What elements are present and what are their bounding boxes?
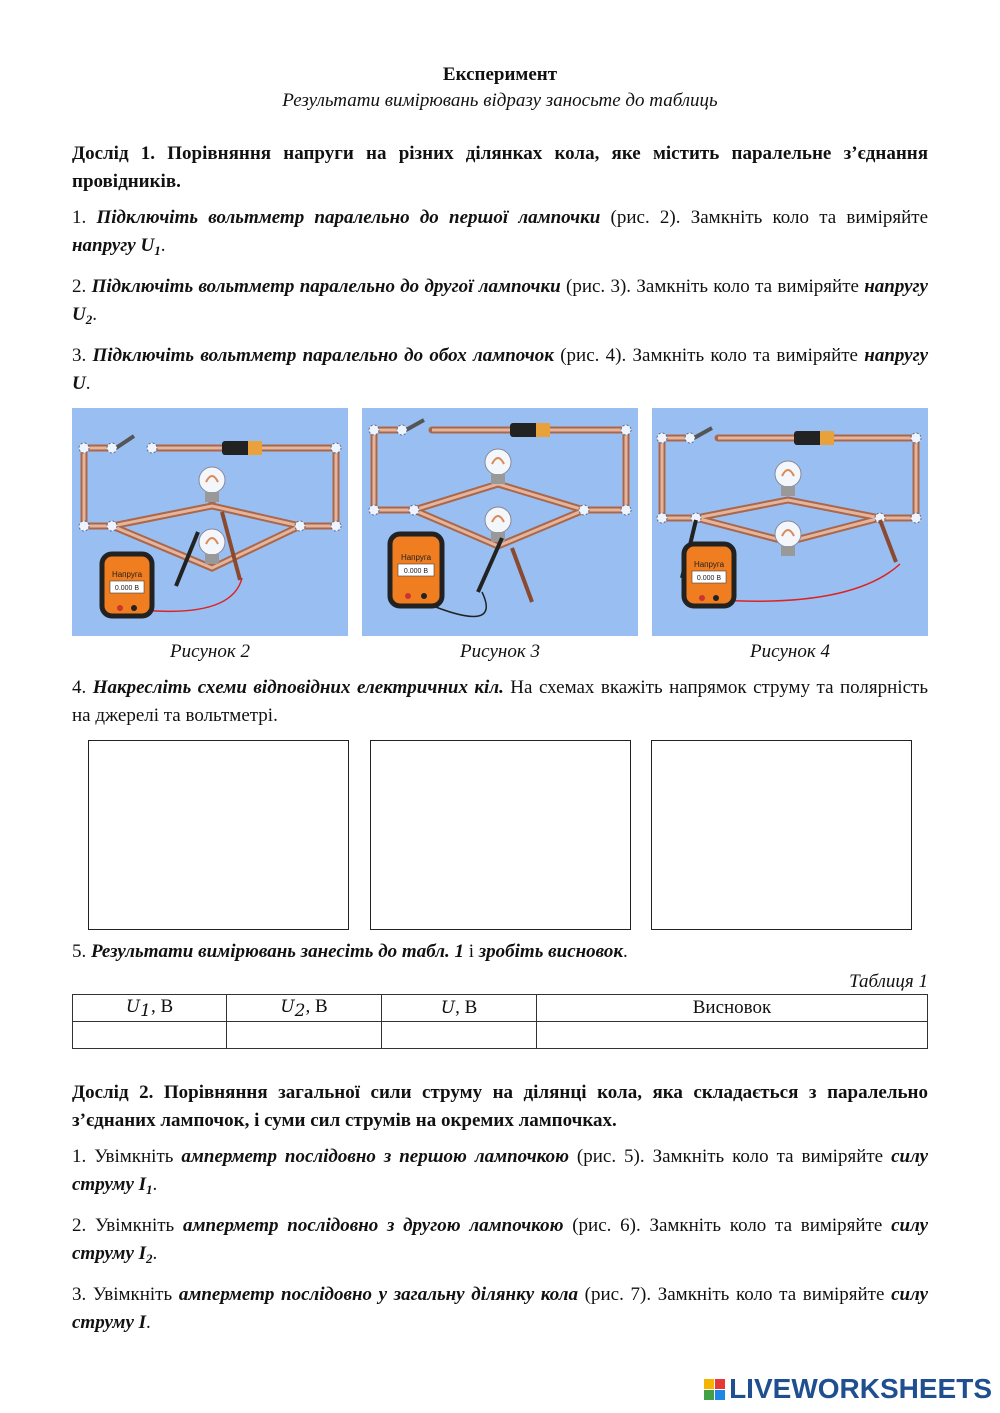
- logo-icon: [704, 1379, 725, 1400]
- page-title: Експеримент: [442, 64, 558, 85]
- schematic-drawing-areas: [72, 740, 928, 930]
- circuit-simulation-3: [362, 408, 638, 636]
- col-u2: U2, В: [227, 995, 382, 1022]
- results-table-1: [72, 994, 928, 1049]
- exp1-step-5: 5. Результати вимірювань занесіть до табл. 1 і зробіть висновок.: [72, 941, 628, 962]
- cell-u-input[interactable]: [382, 1022, 537, 1049]
- svg-text:0.000 В: 0.000 В: [696, 575, 722, 582]
- table-row: [73, 1022, 928, 1049]
- svg-text:0.000 В: 0.000 В: [114, 585, 140, 592]
- worksheet-page: [72, 62, 928, 1337]
- schematic-box-2[interactable]: [370, 740, 631, 930]
- figure-4-caption: Рисунок 4: [750, 641, 830, 662]
- col-conclusion: Висновок: [537, 995, 928, 1022]
- experiment-2-heading: Дослід 2. Порівняння загальної сили струму на ділянці кола, яка складається з паралельно з’єднаних лампочок, і суми сил струмів на окремих лампочках.: [72, 1082, 928, 1131]
- schematic-box-1[interactable]: [88, 740, 349, 930]
- exp2-step-3: 3. Увімкніть амперметр послідовно у загальну ділянку кола (рис. 7). Замкніть коло та виміряйте силу струму I.: [72, 1284, 928, 1333]
- svg-text:0.000 В: 0.000 В: [403, 568, 429, 575]
- cell-u2-input[interactable]: [227, 1022, 382, 1049]
- brand-name: LIVEWORKSHEETS: [729, 1373, 992, 1404]
- svg-text:Напруга: Напруга: [111, 570, 143, 579]
- figure-3-caption: Рисунок 3: [460, 641, 540, 662]
- cell-u1-input[interactable]: [73, 1022, 227, 1049]
- voltmeter-1: [102, 554, 152, 616]
- exp1-step-2: 2. Підключіть вольтметр паралельно до другої лампочки (рис. 3). Замкніть коло та виміряйте напругу $U_2$.: [72, 276, 928, 327]
- liveworksheets-logo[interactable]: [704, 1373, 992, 1405]
- exp1-step-4: 4. Накресліть схеми відповідних електричних кіл. На схемах вкажіть напрямок струму та полярність на джерелі та вольтметрі.: [72, 677, 928, 726]
- figure-2: [72, 408, 348, 666]
- simulation-figures: [72, 408, 928, 666]
- table-1-caption: Таблиця 1: [849, 971, 928, 992]
- page-subtitle: Результати вимірювань відразу заносьте до таблиць: [282, 90, 718, 111]
- exp2-step-1: 1. Увімкніть амперметр послідовно з першою лампочкою (рис. 5). Замкніть коло та виміряйте силу струму $I_1$.: [72, 1146, 928, 1197]
- exp2-step-2: 2. Увімкніть амперметр послідовно з другою лампочкою (рис. 6). Замкніть коло та виміряйте силу струму $I_2$.: [72, 1215, 928, 1266]
- schematic-box-3[interactable]: [651, 740, 912, 930]
- figure-4: [652, 408, 928, 666]
- svg-text:Напруга: Напруга: [400, 553, 432, 562]
- circuit-simulation-4: [652, 408, 928, 636]
- exp1-step-3: 3. Підключіть вольтметр паралельно до обох лампочок (рис. 4). Замкніть коло та виміряйте напругу U.: [72, 345, 929, 394]
- figure-3: [362, 408, 638, 666]
- voltmeter-2: [390, 534, 442, 606]
- experiment-1-heading: Дослід 1. Порівняння напруги на різних ділянках кола, яке містить паралельне з’єднання провідників.: [72, 143, 928, 192]
- voltmeter-3: [684, 544, 734, 606]
- cell-conclusion-input[interactable]: [537, 1022, 928, 1049]
- exp1-step-1: 1. Підключіть вольтметр паралельно до першої лампочки (рис. 2). Замкніть коло та виміряйте напругу $U_1$.: [72, 207, 929, 258]
- col-u1: U1, В: [73, 995, 227, 1022]
- svg-text:Напруга: Напруга: [693, 560, 725, 569]
- col-u: U, В: [382, 995, 537, 1022]
- figure-2-caption: Рисунок 2: [170, 641, 250, 662]
- table-header-row: [73, 995, 928, 1022]
- circuit-simulation-2: [72, 408, 348, 636]
